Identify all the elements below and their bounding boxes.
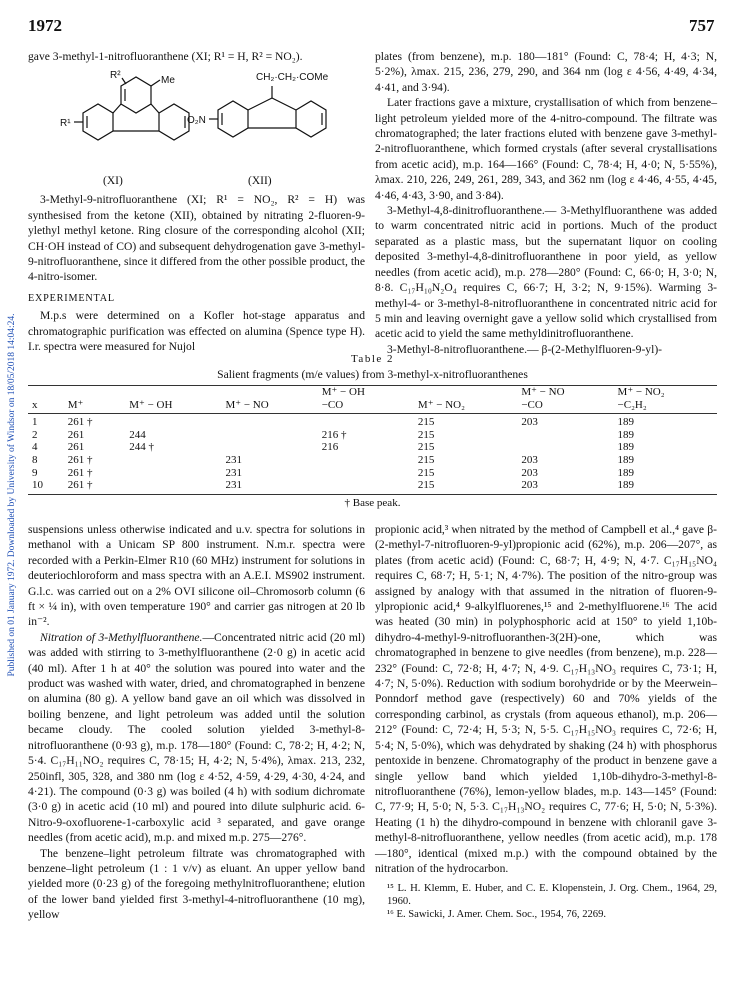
table-cell: 231 [225, 453, 242, 466]
section-heading-experimental: EXPERIMENTAL [28, 292, 115, 304]
table-title: Salient fragments (m/e values) from 3-methyl-x-nitrofluoranthenes [217, 368, 528, 381]
table-cell [221, 441, 317, 454]
paragraph: propionic acid,³ when nitrated by the method of Campbell et al.,⁴ gave β-(2-methyl-7-nitrofluoren-9-yl)propionic acid (62%), m.p. 206—207°, as plates (from acetic acid) (Found: C, 68·7; H, 4·9; N, 4·7. C₁₇H₁₅NO₄ requires C, 68·7; H, 5·1; N, 4·7%). The position of the nitro-group was assigned by analogy with that assumed in the nitration of fluoren-9-ylpropionic acid,⁴ 9-alkylfluorenes,¹⁵ and 2-methylfluorene.¹⁶ The acid was heated (30 min) in polyphosphoric acid at 150° to yield 1,10b-dihydro-4-methyl-9-nitrofluoranthen-3(2H)-one, which was chromatographed in benzene to give needles (from benzene), m.p. 228—232° (Found: C, 72·8; H, 4·7; N, 4·9. C₁₇H₁₃NO₃ requires C, 73·1; H, 4·7; N, 5·0%). Reduction with sodium borohydride or by the Meerwein–Ponndorf method gave (respectively) 60 and 70% yields of the corresponding carbinol, as crystals (from aqueous ethanol), m.p. 206—212° (Found: C, 72·4; H, 5·3; N, 5·5. C₁₇H₁₅NO₃ requires C, 72·6; H, 5·4; N, 5·0%), which was dehydrated by shaking (24 h) with phosphorus pentoxide in benzene. Chromatography of the product in benzene gave a single yellow band which yielded 1,10b-dihydro-3-methyl-8-nitrofluoranthene (76%), lemon-yellow blades, m.p. 143—145° (Found: C, 77·9; H, 5·0; N, 5·3. C₁₇H₁₃NO₂ requires C, 77·6; H, 5·0; N, 5·3%). Heating (1 h) the dihydro-compound in benzene with chloranil gave 3-methyl-8-nitrofluoranthene, yellow needles (from acetic acid), m.p. 178—180°, identical (mixed m.p.) with the compound obtained by the nitration of the hydrocarbon. [375, 523, 717, 875]
table-row [28, 454, 717, 467]
table-cell: 4 [32, 441, 38, 454]
table-cell: 216 [321, 441, 339, 454]
table-cell: 215 [417, 428, 435, 441]
footnote: ¹⁶ E. Sawicki, J. Amer. Chem. Soc., 1954, 76, 2269. [387, 909, 607, 921]
header-cell: x [28, 399, 64, 414]
header-cell: M⁺ − OH [318, 386, 414, 399]
header-cell: −CO [318, 399, 414, 414]
substituent-r2-label: R² [110, 70, 121, 82]
header-cell: M⁺ [64, 399, 126, 414]
structure-caption-xi: (XI) [103, 175, 123, 188]
table-cell [318, 479, 414, 494]
header-cell [414, 386, 517, 399]
header-cell [64, 386, 126, 399]
table-cell: 261 [67, 441, 85, 454]
table-cell [318, 414, 414, 429]
right-column-bottom [375, 522, 717, 921]
paragraph-body: —Concentrated nitric acid (20 ml) was added with stirring to 3-methylfluoranthene (2·0 g) in acetic acid (40 ml). After 1 h at 40° the solution was poured into water and the product was washed with water, dried, and chromatographed in benzene on alumina (80 g). A yellow band gave an oil which was dissolved in boiling benzene, and light petroleum was added until the solution became cloudy. The cooled solution yielded 3-methyl-8-nitrofluoranthene (0·93 g), m.p. 178—180° (Found: C, 78·2; H, 4·2; N, 5·4. C₁₇H₁₁NO₂ requires C, 78·15; H, 4·2; N, 5·4%), λmax. 213, 232, 250infl, 305, 328, and 380 nm (log ε 4·52, 4·59, 4·29, 4·30, 4·24, and 4·21). The compound (0·3 g) was boiled (4 h) with sodium dichromate (3·0 g) in acetic acid (10 ml) and poured into dilute sulphuric acid. 6-Nitro-9-oxofluorene-1-carboxylic acid ³ separated, and gave orange needles (from acetic acid), m.p. and mixed m.p. 275—276°. [28, 630, 366, 845]
paragraph: 3-Methyl-8-nitrofluoranthene.— β-(2-Methylfluoren-9-yl)- [387, 342, 663, 356]
table-cell [318, 467, 414, 480]
table-cell: 189 [614, 479, 717, 494]
paragraph: 3-Methyl-9-nitrofluoranthene (XI; R¹ = NO₂, R² = H) was synthesised from the ketone (XII), obtained by nitrating 2-fluoren-9-ylethyl methyl ketone. Ring closure of the corresponding alcohol (XII; CH·OH instead of CO) and subsequent dehydrogenation gave 3-methyl-9-nitrofluoranthene, since it differed from the other possible product, the 4-nitro-isomer. [28, 193, 365, 284]
nitro-group-label: O₂N [187, 115, 206, 127]
table-label: Table 2 [350, 353, 395, 365]
table-cell: 215 [417, 453, 435, 466]
header-cell: −C₂H₂ [614, 399, 717, 414]
header-cell [221, 386, 317, 399]
structure-figures [28, 66, 365, 188]
header-cell [28, 386, 64, 399]
table-cell: 244 [129, 428, 146, 441]
table-cell: 189 [617, 453, 635, 466]
table-cell: 215 [417, 441, 435, 454]
table-cell: 215 [417, 416, 435, 429]
run-in-heading: Nitration of 3-Methylfluoranthene. [40, 630, 203, 644]
table-cell [125, 479, 221, 494]
table-cell: 244 † [129, 441, 155, 454]
paragraph [28, 630, 365, 846]
header-cell: M⁺ − NO [221, 399, 317, 414]
table-cell [125, 414, 221, 429]
table-cell: 189 [617, 441, 635, 454]
table-cell [318, 454, 414, 467]
table-cell: 215 [417, 466, 435, 479]
header-cell: −CO [517, 399, 613, 414]
table-cell: 189 [617, 416, 635, 429]
left-column-top [28, 49, 365, 354]
substituent-r1-label: R¹ [60, 118, 71, 130]
page-year: 1972 [28, 16, 62, 35]
paragraph: suspensions unless otherwise indicated and u.v. spectra for solutions in methanol with a Unicam SP 800 instrument. N.m.r. spectra were recorded with a Perkin-Elmer R10 (60 MHz) instrument for solutions in deuteriochloroform and mass spectra with an A.E.I. MS902 instrument. G.l.c. was carried out on a 2% OVI silicone oil–Chromosorb column (6 ft × ¼ in), with oven temperature 190° and carrier gas nitrogen at 20 lb in⁻². [28, 523, 365, 629]
table-row [28, 441, 717, 454]
methyl-label: Me [161, 75, 175, 87]
table-cell [125, 454, 221, 467]
fluorenyl-ketone-structure-xii [209, 86, 326, 137]
table-cell: 189 [617, 428, 635, 441]
table-header-row-top [28, 386, 717, 399]
table-cell: 215 [414, 479, 517, 494]
table-cell: 203 [517, 479, 613, 494]
table-cell: 231 [221, 479, 317, 494]
table-cell: 189 [617, 466, 635, 479]
left-column-bottom [28, 522, 365, 923]
table-cell: 261 † [64, 479, 126, 494]
table-cell: 9 [32, 466, 38, 479]
table-cell: 2 [32, 428, 38, 441]
paragraph: M.p.s were determined on a Kofler hot-stage apparatus and chromatographic purification was effected on alumina (Spence type H). I.r. spectra were measured for Nujol [28, 309, 365, 354]
table-cell: 261 † [67, 466, 93, 479]
download-side-note [4, 150, 20, 840]
table-cell: 261 [67, 428, 85, 441]
table-cell: 1 [32, 416, 38, 429]
table-row [28, 429, 717, 442]
table-row [28, 467, 717, 480]
paragraph: 3-Methyl-4,8-dinitrofluoranthene.— 3-Methylfluoranthene was added to warm concentrated nitric acid in portions. Much of the product separated as a plastic mass, but the supernatant liquor on cooling deposited 3-methyl-4,8-dinitrofluoranthene in poor yield, as yellow needles (from acetic acid), m.p. 278—280° (Found: C, 66·0; H, 3·0; N, 8·8. C₁₇H₁₀N₂O₄ requires C, 66·7; H, 3·2; N, 9·15%). Warming 3-methyl-4- or 3-methyl-8-nitrofluoranthene in concentrated nitric acid for 5 min and leaving overnight gave a yellow solid which crystallised from acetic acid to yield the same methyldinitrofluoranthene. [375, 204, 717, 341]
fragment-table-grid [28, 385, 717, 495]
table-cell [221, 429, 317, 442]
paragraph: The benzene–light petroleum filtrate was chromatographed with benzene–light petroleum (1 : 1 v/v) as eluant. An upper yellow band yielded more (0·23 g) of the foregoing methylnitrofluoranthene; elution of the lower band yielded first 3-methyl-4-nitrofluoranthene (10 mg), yellow [28, 846, 365, 922]
paragraph: Later fractions gave a mixture, crystallisation of which from benzene–light petroleum yielded more of the 4-nitro-compound. The filtrate was chromatographed; the later fractions eluted with benzene gave 3-methyl-2-nitrofluoranthene, which formed crystals (after several crystallisations from acetic acid), m.p. 164—166° (Found: C, 78·4; H, 4·0; N, 5·55%), λmax. 210, 226, 249, 261, 289, 343, and 362 nm (log ε 4·46, 4·55, 4·45, 4·46, 4·43, 3·90, and 3·84). [375, 96, 717, 202]
table-cell: 203 [521, 453, 538, 466]
header-cell: M⁺ − NO₂ [614, 386, 717, 399]
table-cell: 261 † [67, 416, 93, 429]
table-cell [221, 414, 317, 429]
header-cell: M⁺ − NO₂ [414, 399, 517, 414]
header-cell: M⁺ − NO [517, 386, 613, 399]
table-footnote: † Base peak. [344, 496, 401, 509]
table-cell [517, 441, 613, 454]
table-cell: 10 [28, 479, 64, 494]
table-cell: 231 [225, 466, 242, 479]
header-cell [125, 386, 221, 399]
page-number: 757 [689, 16, 715, 35]
table-cell [517, 429, 613, 442]
table-cell: 203 [521, 416, 538, 429]
table-row [28, 479, 717, 494]
table-header-row-bottom [28, 399, 717, 414]
footnote: ¹⁵ L. H. Klemm, E. Huber, and C. E. Klopenstein, J. Org. Chem., 1964, 29, 1960. [387, 883, 717, 908]
table-cell: 261 † [67, 453, 93, 466]
download-side-note-text[interactable]: Published on 01 January 1972. Downloaded by University of Windsor on 18/05/2018 14:04:24. [7, 313, 17, 677]
header-cell: M⁺ − OH [125, 399, 221, 414]
table-cell: 216 † [321, 428, 347, 441]
structure-caption-xii: (XII) [248, 175, 272, 188]
table-cell: 8 [32, 453, 38, 466]
table-row [28, 414, 717, 429]
paragraph: gave 3-methyl-1-nitrofluoranthene (XI; R¹ = H, R² = NO₂). [28, 50, 303, 63]
table-cell: 203 [521, 466, 538, 479]
paragraph: plates (from benzene), m.p. 180—181° (Found: C, 78·4; H, 4·3; N, 5·2%), λmax. 215, 236, 279, 290, and 364 nm (log ε 4·56, 4·49, 4·34, 4·41, and 3·94). [375, 50, 717, 94]
fragment-table [28, 353, 717, 509]
table-cell [125, 467, 221, 480]
right-column-top [375, 49, 717, 357]
side-chain-label: CH₂·CH₂·COMe [256, 72, 329, 84]
